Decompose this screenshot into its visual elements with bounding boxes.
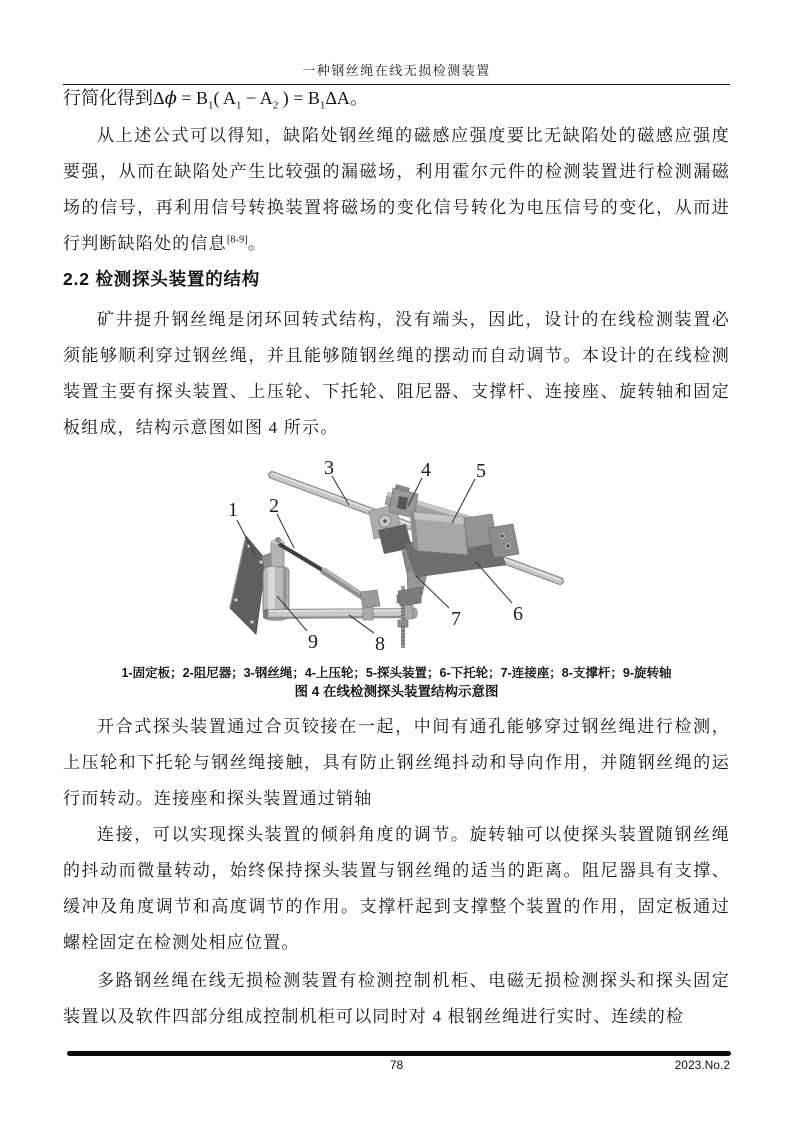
callout-4: 4 — [421, 459, 431, 481]
page-number: 78 — [389, 1058, 404, 1072]
paragraph-5: 多路钢丝绳在线无损检测装置有检测控制机柜、电磁无损检测探头和探头固定装置以及软件四部分组成控制机柜可以同时对 4 根钢丝绳进行实时、连续的检 — [63, 971, 730, 1026]
fixed-plate-shape — [230, 536, 266, 634]
callout-6: 6 — [513, 603, 523, 625]
section-heading: 2.2 检测探头装置的结构 — [63, 269, 261, 289]
callout-5: 5 — [476, 460, 486, 482]
callout-7: 7 — [451, 608, 461, 630]
callout-9: 9 — [308, 631, 318, 653]
callout-3: 3 — [324, 457, 334, 479]
paragraph-2: 矿井提升钢丝绳是闭环回转式结构，没有端头，因此，设计的在线检测装置必须能够顺利穿过钢丝绳，并且能够随钢丝绳的摆动而自动调节。本设计的在线检测装置主要有探头装置、上压轮、下托轮、阻尼器、支撑杆、连接座、旋转轴和固定板组成，结构示意图如图 4 所示。 — [63, 310, 730, 437]
formula-lead: 行简化得到 — [63, 88, 153, 108]
issue-label: 2023.No.2 — [674, 1058, 730, 1072]
paragraph-4: 连接，可以实现探头装置的倾斜角度的调节。旋转轴可以使探头装置随钢丝绳的抖动而微量转动，始终保持探头装置与钢丝绳的适当的距离。阻尼器具有支撑、缓冲及角度调节和高度调节的作用。支撑杆起到支撑整个装置的作用，固定板通过螺栓固定在检测处相应位置。 — [63, 825, 730, 952]
paragraph-1: 从上述公式可以得知，缺陷处钢丝绳的磁感应强度要比无缺陷处的磁感应强度要强，从而在缺陷处产生比较强的漏磁场，利用霍尔元件的检测装置进行检测漏磁场的信号，再利用信号转换装置将磁场的变化信号转化为电压信号的变化，从而进行判断缺陷处的信息[8-9]。 — [63, 126, 730, 253]
running-head-title: 一种钢丝绳在线无损检测装置 — [302, 63, 491, 78]
probe-device-shape — [369, 484, 519, 577]
figure-caption-title: 图 4 在线检测探头装置结构示意图 — [294, 684, 499, 699]
callout-8: 8 — [375, 633, 385, 655]
footer-rule — [67, 1051, 731, 1056]
callout-1: 1 — [228, 499, 238, 521]
callout-2: 2 — [269, 495, 279, 517]
formula-math: $\Delta\phi = B_1$( $A_1 - A_2$ ) = $B_1\Delta A$。 — [153, 88, 368, 112]
citation-ref: [8-9] — [226, 234, 248, 246]
page-header — [63, 60, 730, 85]
paragraph-3: 开合式探头装置通过合页铰接在一起，中间有通孔能够穿过钢丝绳进行检测，上压轮和下托轮与钢丝绳接触，具有防止钢丝绳抖动和导向作用，并随钢丝绳的运行而转动。连接座和探头装置通过销轴 — [63, 717, 730, 808]
figure-caption-parts: 1-固定板；2-阻尼器；3-钢丝绳；4-上压轮；5-探头装置；6-下托轮；7-连接座；8-支撑杆；9-旋转轴 — [121, 666, 672, 680]
figure-diagram — [172, 448, 647, 663]
formula-line — [63, 85, 730, 112]
